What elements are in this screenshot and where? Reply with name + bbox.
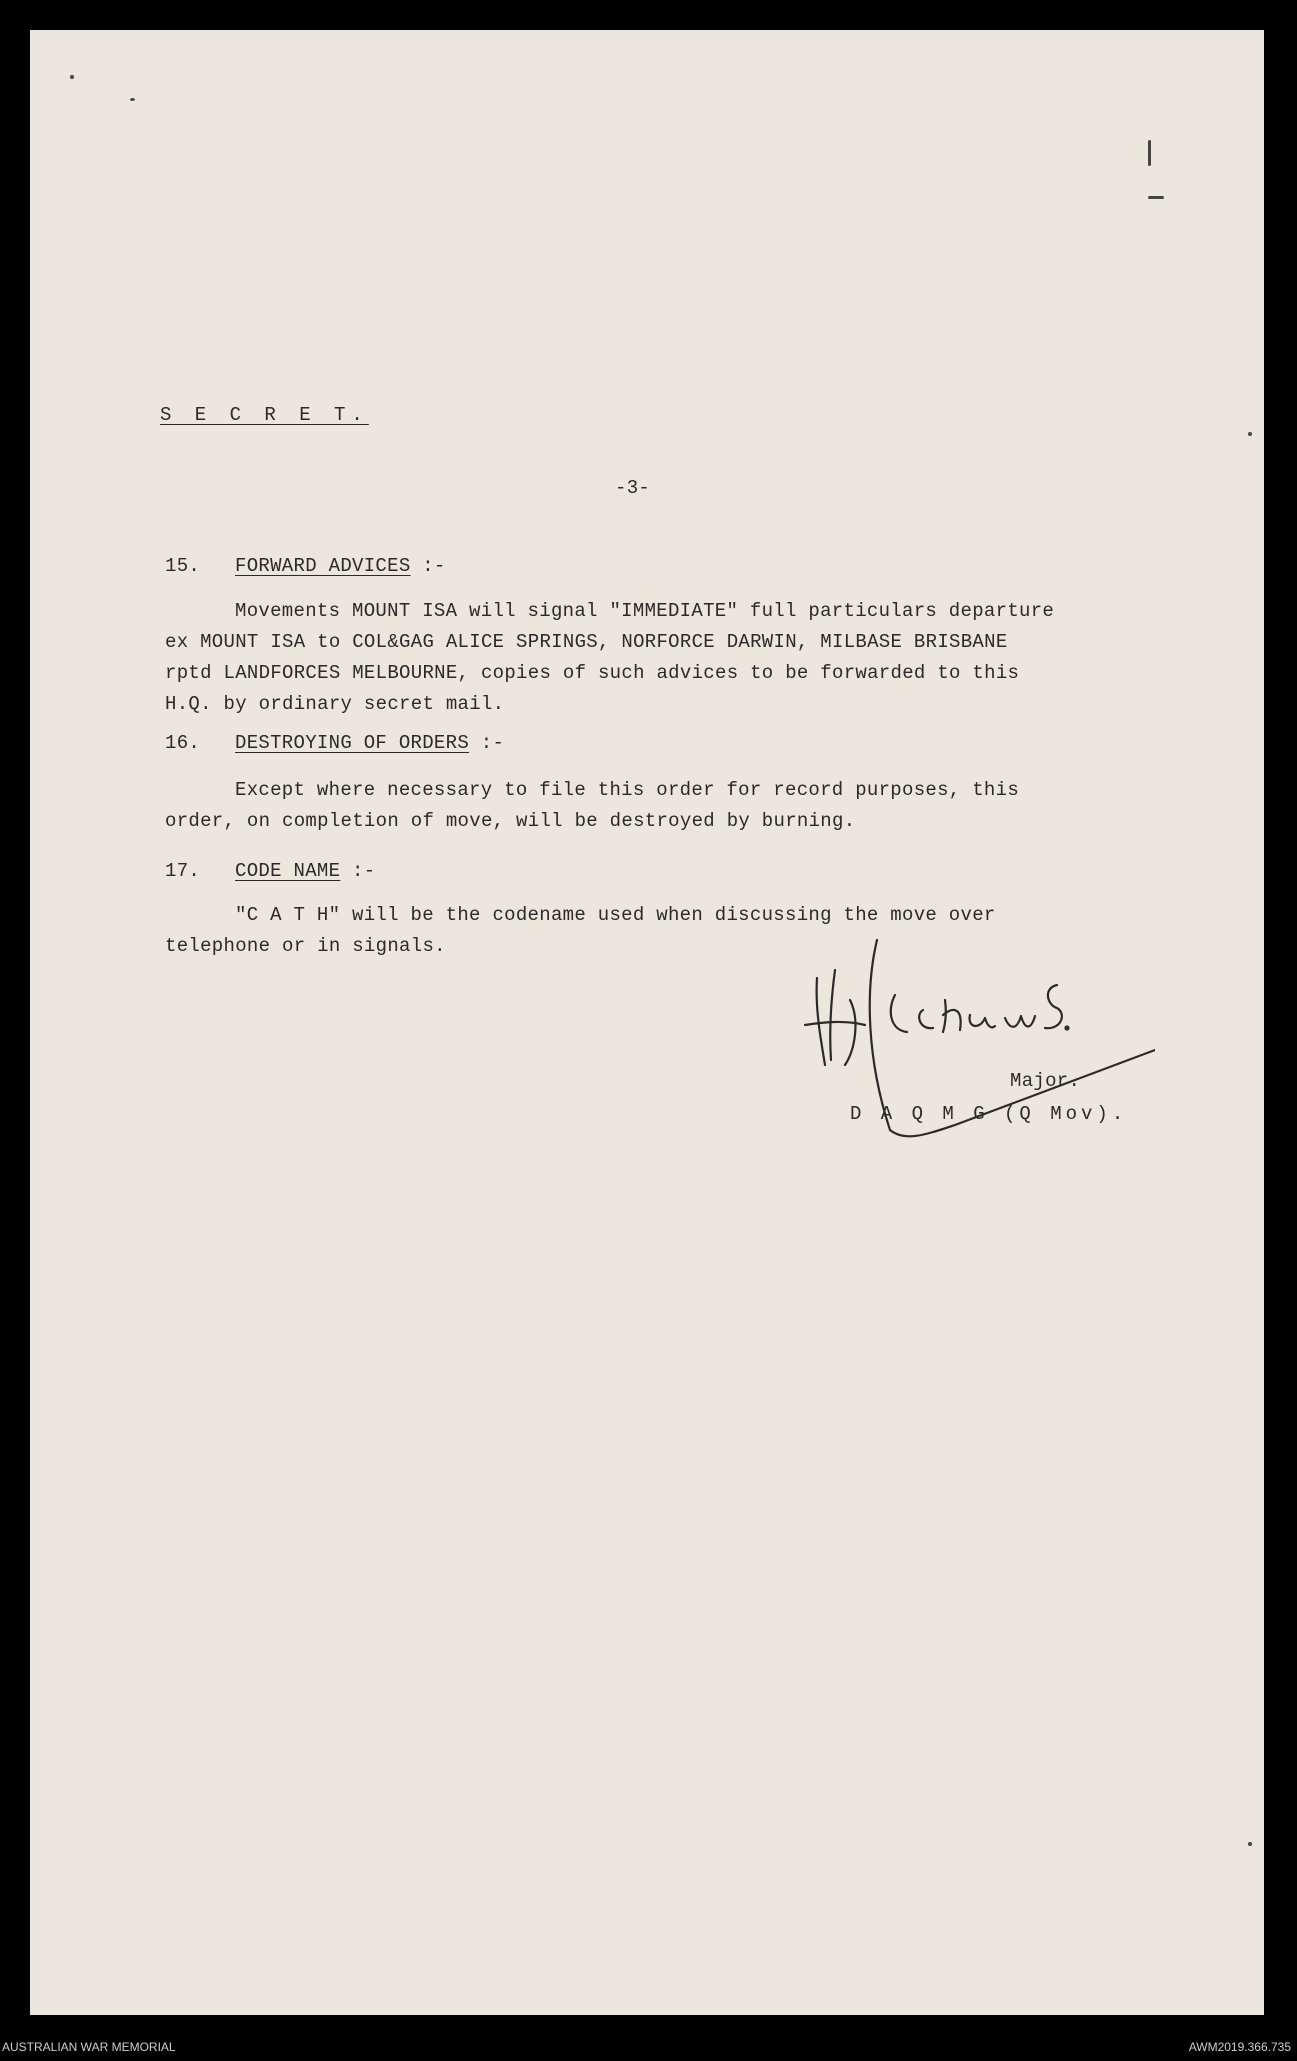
page-number: -3- [615, 477, 651, 499]
paragraph-line: "C A T H" will be the codename used when discussing the move over [235, 904, 996, 926]
paper-speck [70, 75, 74, 79]
section-suffix: :- [422, 555, 446, 577]
section-title: DESTROYING OF ORDERS [235, 732, 470, 754]
section-number: 15. [165, 555, 201, 577]
section-paragraph [165, 596, 1054, 720]
signatory-appointment: D A Q M G (Q Mov). [850, 1103, 1128, 1125]
paragraph-line: order, on completion of move, will be destroyed by burning. [165, 810, 856, 832]
paragraph-line: ex MOUNT ISA to COL&GAG ALICE SPRINGS, NORFORCE DARWIN, MILBASE BRISBANE [165, 631, 1008, 653]
paragraph-line: Except where necessary to file this order for record purposes, this [235, 779, 1020, 801]
paragraph-line: telephone or in signals. [165, 935, 446, 957]
archive-credit: AUSTRALIAN WAR MEMORIAL [2, 2040, 176, 2054]
section-paragraph [165, 775, 1019, 837]
signatory-rank: Major. [1010, 1070, 1081, 1092]
paper-speck [1248, 432, 1252, 436]
signature-block [795, 930, 1155, 1150]
classification-marking: S E C R E T. [160, 404, 369, 426]
section-heading [165, 732, 504, 754]
paper-speck [1248, 1842, 1252, 1846]
paragraph-line: H.Q. by ordinary secret mail. [165, 693, 505, 715]
section-suffix: :- [352, 860, 376, 882]
section-heading [165, 860, 375, 882]
archive-reference: AWM2019.366.735 [1188, 2040, 1291, 2054]
document-page [30, 30, 1264, 2015]
paper-speck [1148, 196, 1164, 199]
section-title: FORWARD ADVICES [235, 555, 411, 577]
section-heading [165, 555, 446, 577]
paper-speck [130, 98, 135, 101]
paper-speck [1148, 140, 1151, 166]
paragraph-line: Movements MOUNT ISA will signal "IMMEDIATE" full particulars departure [235, 600, 1055, 622]
section-number: 17. [165, 860, 201, 882]
section-number: 16. [165, 732, 201, 754]
section-suffix: :- [480, 732, 505, 754]
paragraph-line: rptd LANDFORCES MELBOURNE, copies of such advices to be forwarded to this [165, 662, 1020, 684]
document-body [30, 30, 1264, 2015]
section-title: CODE NAME [235, 860, 341, 882]
